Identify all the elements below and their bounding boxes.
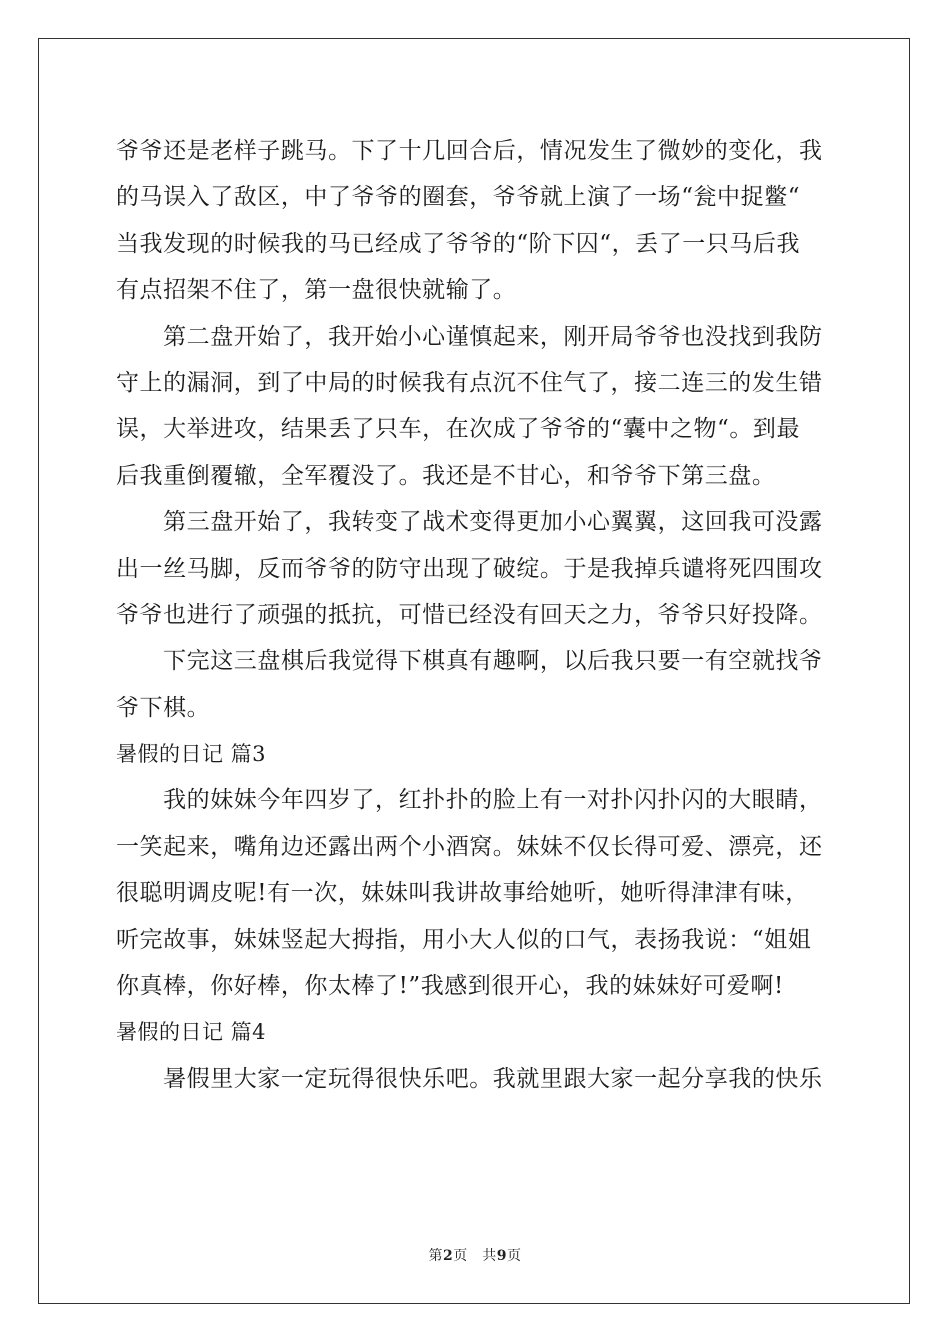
text-line: 后我重倒覆辙，全军覆没了。我还是不甘心，和爷爷下第三盘。 — [116, 462, 776, 489]
text-line: 你真棒，你好棒，你太棒了!”我感到很开心，我的妹妹好可爱啊! — [116, 973, 784, 1000]
text-line: 误，大举进攻，结果丢了只车，在次成了爷爷的“囊中之物“。到最 — [116, 416, 801, 443]
text-line: 第二盘开始了，我开始小心谨慎起来，刚开局爷爷也没找到我防 — [116, 323, 823, 350]
text-line: 下完这三盘棋后我觉得下棋真有趣啊，以后我只要一有空就找爷 — [116, 648, 823, 675]
text-line: 有点招架不住了，第一盘很快就输了。 — [116, 277, 517, 304]
page-mid: 页 共 — [453, 1248, 497, 1264]
text-line: 一笑起来，嘴角边还露出两个小酒窝。妹妹不仅长得可爱、漂亮，还 — [116, 833, 823, 860]
text-line: 暑假里大家一定玩得很快乐吧。我就里跟大家一起分享我的快乐 — [116, 1065, 823, 1092]
text-line: 爷爷还是老样子跳马。下了十几回合后，情况发生了微妙的变化，我 — [116, 138, 823, 164]
total-page-number: 9 — [496, 1248, 507, 1264]
text-line: 很聪明调皮呢!有一次，妹妹叫我讲故事给她听，她听得津津有味， — [116, 880, 809, 907]
text-line: 爷爷也进行了顽强的抵抗，可惜已经没有回天之力，爷爷只好投降。 — [116, 601, 823, 628]
text-line: 的马误入了敌区，中了爷爷的圈套，爷爷就上演了一场“瓮中捉鳖“ — [116, 184, 801, 211]
text-line: 我的妹妹今年四岁了，红扑扑的脸上有一对扑闪扑闪的大眼睛， — [116, 787, 823, 814]
section-heading: 暑假的日记 篇4 — [116, 1020, 267, 1045]
section-heading: 暑假的日记 篇3 — [116, 742, 267, 767]
text-line: 出一丝马脚，反而爷爷的防守出现了破绽。于是我掉兵谴将死四围攻 — [116, 555, 823, 582]
text-line: 听完故事，妹妹竖起大拇指，用小大人似的口气，表扬我说：“姐姐 — [116, 926, 812, 953]
page-suffix: 页 — [507, 1248, 522, 1264]
current-page-number: 2 — [443, 1248, 454, 1264]
page-prefix: 第 — [428, 1248, 443, 1264]
page-number-footer — [0, 1245, 950, 1265]
text-line: 当我发现的时候我的马已经成了爷爷的“阶下囚“，丢了一只马后我 — [116, 230, 801, 257]
text-line: 守上的漏洞，到了中局的时候我有点沉不住气了，接二连三的发生错 — [116, 369, 823, 396]
text-line: 第三盘开始了，我转变了战术变得更加小心翼翼，这回我可没露 — [116, 509, 823, 536]
text-line: 爷下棋。 — [116, 694, 211, 721]
document-body — [116, 128, 836, 1102]
